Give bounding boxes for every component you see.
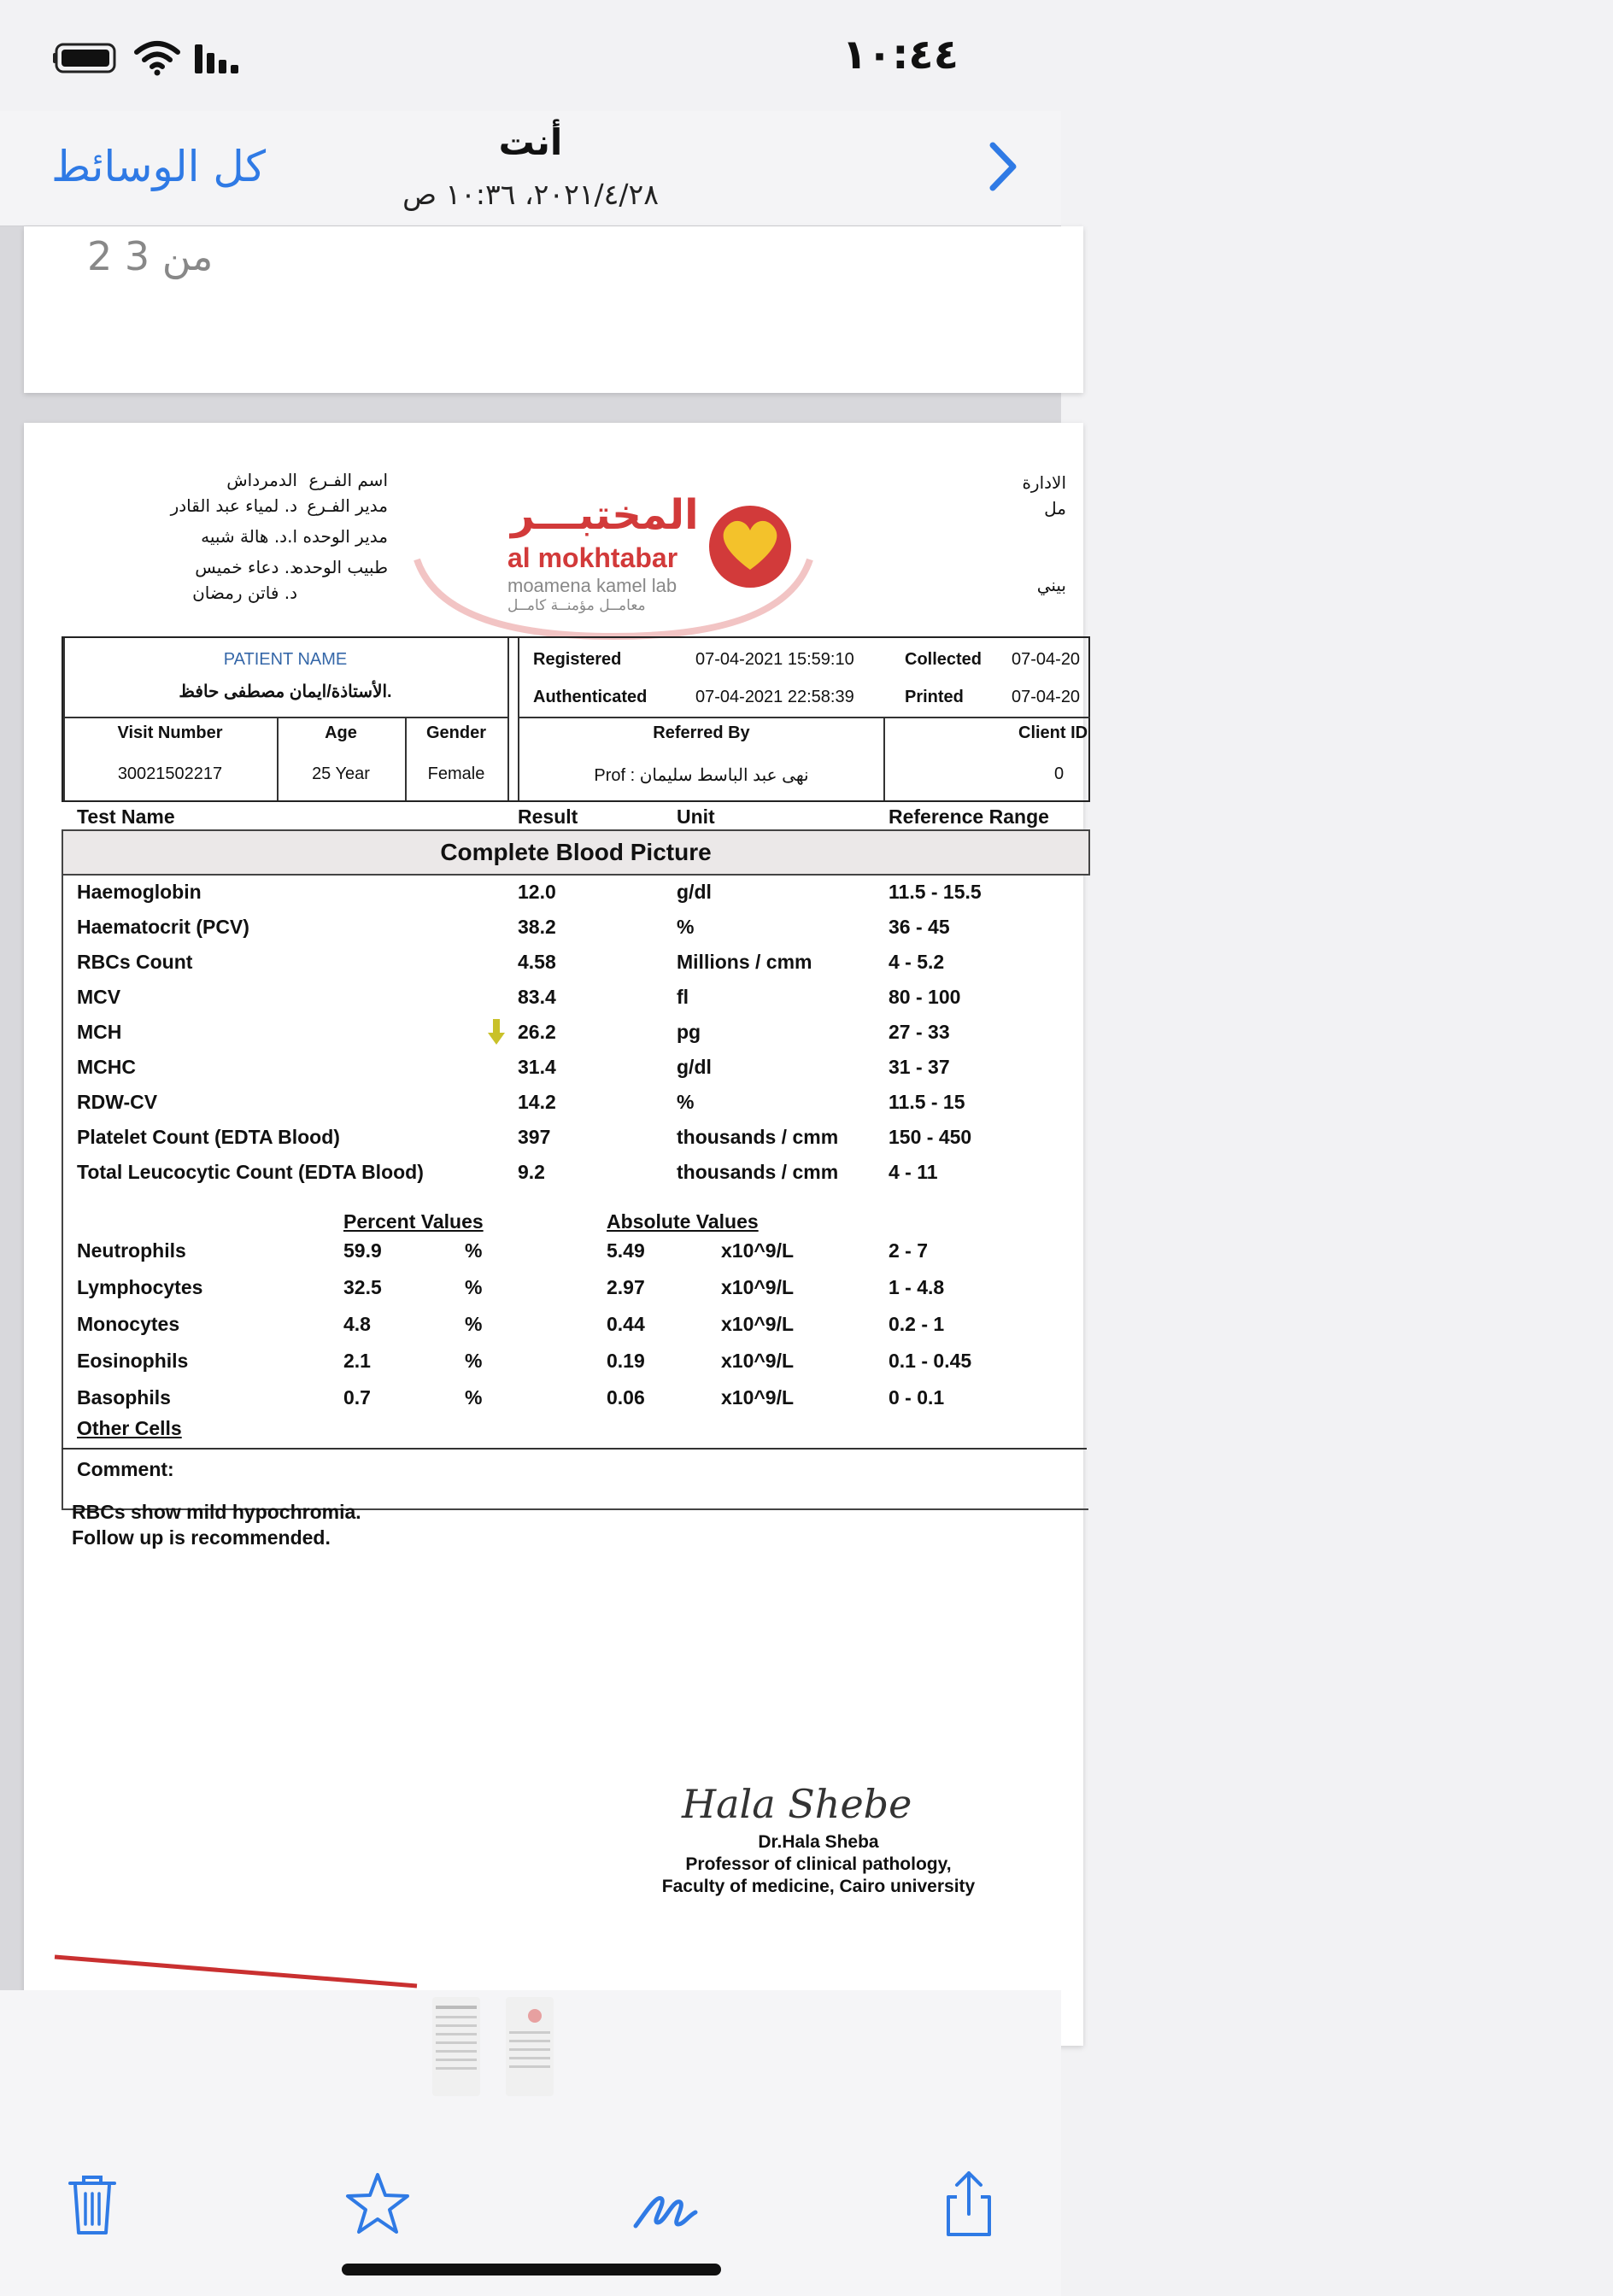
branch-name: د. لمياء عبد القادر [170,495,297,516]
test-unit: % [677,916,695,938]
message-date: ٢٠٢١/٤/٢٨، ١٠:٣٦ ص [402,178,659,211]
column-test-name: Test Name [77,805,175,828]
diff-range: 0.2 - 1 [889,1313,945,1335]
test-name: MCH [77,1021,122,1043]
client-id-value: 0 [1054,764,1065,783]
diff-absolute-unit: x10^9/L [721,1313,795,1335]
test-range: 4 - 5.2 [889,951,945,973]
logo-sub-latin: moamena kamel lab [507,575,677,596]
column-unit: Unit [677,805,715,828]
patient-name-label: PATIENT NAME [223,650,348,669]
test-name: RDW-CV [77,1091,158,1113]
branch-name: الدمرداش [226,470,297,490]
page-thumbnail[interactable] [506,1997,554,2096]
visit-number: 30021502217 [117,764,223,783]
authenticated-value: 07-04-2021 22:58:39 [695,688,854,706]
diff-absolute: 0.44 [607,1313,645,1335]
other-cells-label: Other Cells [77,1417,182,1439]
page-indicator: 2 من 3 [87,233,214,279]
document-page-current [24,423,1088,2046]
test-range: 4 - 11 [889,1161,938,1183]
branch-name: د. فاتن رمضان [192,583,297,603]
diff-range: 1 - 4.8 [889,1276,945,1298]
test-unit: Millions / cmm [677,951,812,973]
divider [62,1448,1087,1450]
markup-icon[interactable] [632,2170,701,2238]
printed-label: Printed [905,688,964,706]
test-range: 31 - 37 [889,1056,950,1078]
test-name: Haematocrit (PCV) [77,916,249,938]
diff-absolute: 0.19 [607,1350,645,1372]
branch-name: د. دعاء خميس [195,557,297,577]
authenticated-label: Authenticated [533,688,648,706]
branch-name: ا.د. هالة شبيه [201,526,297,547]
test-result: 9.2 [518,1161,545,1183]
status-bar [0,0,1061,111]
test-name: MCHC [77,1056,136,1078]
status-icons [53,38,241,79]
test-range: 27 - 33 [889,1021,950,1043]
diff-range: 2 - 7 [889,1239,929,1262]
test-name: Haemoglobin [77,881,202,903]
section-title-bar [62,829,1090,876]
diff-name: Lymphocytes [77,1276,203,1298]
signer-name: Dr.Hala Sheba [758,1832,879,1852]
thumbnail-preview-icon [432,1997,480,2096]
patient-info-table [62,636,1090,802]
diff-name: Basophils [77,1386,171,1409]
diff-percent: 4.8 [343,1313,371,1335]
visit-number-label: Visit Number [117,723,223,742]
logo-latin: al mokhtabar [507,542,678,573]
diff-percent-unit: % [465,1239,483,1262]
test-result: 83.4 [518,986,556,1008]
test-range: 150 - 450 [889,1126,972,1148]
diff-absolute-unit: x10^9/L [721,1350,795,1372]
diff-percent: 2.1 [343,1350,371,1372]
test-result: 31.4 [518,1056,556,1078]
age-value: 25 Year [312,764,370,783]
branch-names [171,467,297,606]
absolute-values-header: Absolute Values [607,1210,759,1233]
test-name: RBCs Count [77,951,193,973]
test-name: MCV [77,986,121,1008]
diff-percent: 32.5 [343,1276,382,1298]
trash-icon[interactable] [58,2170,126,2238]
home-indicator[interactable] [342,2264,721,2276]
signature-scribble: Hala Shebe [682,1781,912,1827]
test-result: 14.2 [518,1091,556,1113]
test-unit: % [677,1091,695,1113]
section-title: Complete Blood Picture [440,839,712,865]
patient-name: الأستاذة/ايمان مصطفى حافظ. [179,682,392,701]
comment-label: Comment: [77,1458,174,1480]
registered-label: Registered [533,650,622,669]
diff-name: Eosinophils [77,1350,189,1372]
test-range: 80 - 100 [889,986,961,1008]
share-icon[interactable] [935,2170,1003,2238]
branch-titles [295,467,388,580]
lab-logo [443,483,801,628]
referred-by-value: Prof : نهى عبد الباسط سليمان [594,766,809,785]
comment-line: Follow up is recommended. [72,1526,331,1549]
collected-label: Collected [905,650,982,669]
fragment: الادارة [1022,472,1066,493]
diff-absolute: 5.49 [607,1239,645,1262]
diff-absolute-unit: x10^9/L [721,1386,795,1409]
age-label: Age [325,723,357,742]
branch-title: اسم الفـرع [308,470,388,490]
printed-value: 07-04-20 [1012,688,1081,706]
test-unit: thousands / cmm [677,1161,839,1183]
test-range: 11.5 - 15 [889,1091,965,1113]
test-result: 26.2 [518,1021,556,1043]
diff-percent-unit: % [465,1276,483,1298]
branch-title: مدير الوحده [302,526,388,547]
thumbnail-preview-icon [506,1997,554,2096]
bottom-toolbar [0,1990,1061,2296]
diff-percent: 59.9 [343,1239,382,1262]
diff-percent: 0.7 [343,1386,371,1409]
diff-name: Monocytes [77,1313,180,1335]
test-unit: g/dl [677,881,712,903]
page-thumbnail[interactable] [432,1997,480,2096]
test-unit: pg [677,1021,701,1043]
test-result: 397 [518,1126,551,1148]
wifi-icon [133,40,181,76]
diff-percent-unit: % [465,1386,483,1409]
diff-name: Neutrophils [77,1239,186,1262]
star-icon[interactable] [343,2170,412,2238]
collected-value: 07-04-20 [1012,650,1081,669]
client-id-label: Client ID [1018,723,1088,742]
column-reference-range: Reference Range [889,805,1049,828]
navigation-bar [0,111,1061,226]
low-flag-arrow-icon [487,1017,506,1046]
header-left-fragment [1006,470,1066,598]
test-range: 11.5 - 15.5 [889,881,982,903]
referred-by-label: Referred By [653,723,750,742]
signal-icon [193,41,241,75]
test-unit: thousands / cmm [677,1126,839,1148]
test-name: Total Leucocytic Count (EDTA Blood) [77,1161,424,1183]
diff-absolute: 0.06 [607,1386,645,1409]
test-unit: fl [677,986,689,1008]
branch-title: مدير الفـرع [307,495,388,516]
all-media-button[interactable]: كل الوسائط [51,142,267,191]
signer-title: Professor of clinical pathology, [685,1854,952,1874]
diff-percent-unit: % [465,1350,483,1372]
diff-range: 0.1 - 0.45 [889,1350,972,1372]
battery-icon [53,41,121,75]
diff-absolute-unit: x10^9/L [721,1239,795,1262]
diff-absolute: 2.97 [607,1276,645,1298]
branch-title: طبيب الوحده [294,557,388,577]
gender-label: Gender [425,723,487,742]
diff-range: 0 - 0.1 [889,1386,945,1409]
document-page-previous [24,226,1083,393]
status-time: ١٠:٤٤ [842,31,959,79]
diff-percent-unit: % [465,1313,483,1335]
column-result: Result [518,805,578,828]
document-viewer[interactable] [0,226,1088,1990]
comment-line: RBCs show mild hypochromia. [72,1501,361,1523]
test-result: 38.2 [518,916,556,938]
percent-values-header: Percent Values [343,1210,484,1233]
fragment: مل [1044,498,1066,518]
chevron-right-icon[interactable] [976,137,1027,196]
diff-absolute-unit: x10^9/L [721,1276,795,1298]
signer-affiliation: Faculty of medicine, Cairo university [661,1877,976,1896]
registered-value: 07-04-2021 15:59:10 [695,650,854,669]
test-result: 12.0 [518,881,556,903]
test-unit: g/dl [677,1056,712,1078]
gender-value: Female [427,764,485,783]
test-name: Platelet Count (EDTA Blood) [77,1126,340,1148]
sender-title: أنت [498,121,563,163]
logo-arabic: المختبـــر [511,491,699,539]
logo-sub-arabic: معامــل مؤمنــة كامــل [507,597,646,614]
fragment: بيني [1036,575,1066,595]
test-result: 4.58 [518,951,556,973]
test-range: 36 - 45 [889,916,950,938]
